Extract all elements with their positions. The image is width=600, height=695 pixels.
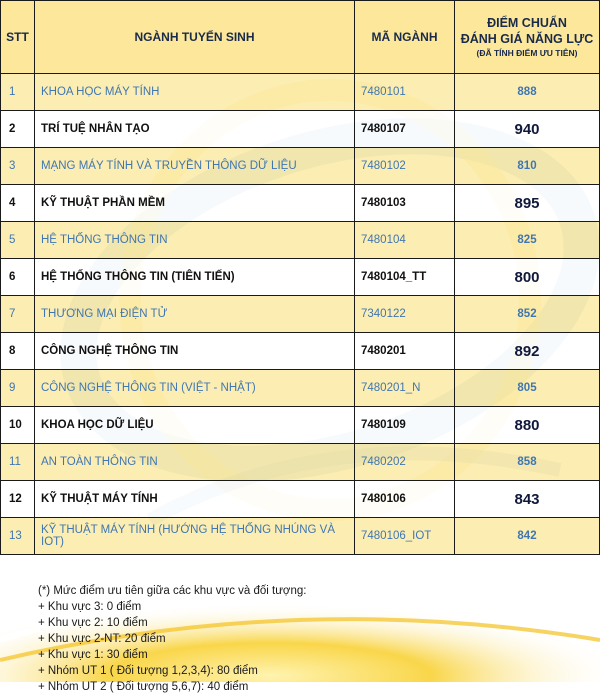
row-program-code: 7480107	[355, 111, 455, 148]
table-row	[1, 518, 600, 555]
row-score: 858	[455, 444, 600, 481]
row-stt: 5	[1, 222, 35, 259]
row-program-name: KHOA HỌC MÁY TÍNH	[35, 74, 355, 111]
row-score: 880	[455, 407, 600, 444]
row-program-name: THƯƠNG MẠI ĐIỆN TỬ	[35, 296, 355, 333]
row-program-name: KHOA HỌC DỮ LIỆU	[35, 407, 355, 444]
row-score: 810	[455, 148, 600, 185]
row-stt: 11	[1, 444, 35, 481]
table-row	[1, 148, 600, 185]
row-program-name: HỆ THỐNG THÔNG TIN	[35, 222, 355, 259]
row-score: 805	[455, 370, 600, 407]
table-row	[1, 370, 600, 407]
row-stt: 9	[1, 370, 35, 407]
header-program-code: MÃ NGÀNH	[355, 1, 455, 74]
table-header-row	[1, 1, 600, 74]
table-row	[1, 259, 600, 296]
row-program-name: AN TOÀN THÔNG TIN	[35, 444, 355, 481]
row-program-name: HỆ THỐNG THÔNG TIN (TIÊN TIẾN)	[35, 259, 355, 296]
row-program-name: TRÍ TUỆ NHÂN TẠO	[35, 111, 355, 148]
table-row	[1, 111, 600, 148]
row-stt: 10	[1, 407, 35, 444]
header-program-name: NGÀNH TUYỂN SINH	[35, 1, 355, 74]
row-program-code: 7480202	[355, 444, 455, 481]
row-score: 940	[455, 111, 600, 148]
table-row	[1, 481, 600, 518]
row-program-code: 7480201_N	[355, 370, 455, 407]
row-program-name: KỸ THUẬT MÁY TÍNH (HƯỚNG HỆ THỐNG NHÚNG VÀ IOT)	[35, 518, 355, 555]
table-row	[1, 333, 600, 370]
row-stt: 4	[1, 185, 35, 222]
row-score: 888	[455, 74, 600, 111]
row-program-name: MẠNG MÁY TÍNH VÀ TRUYỀN THÔNG DỮ LIỆU	[35, 148, 355, 185]
table-row	[1, 407, 600, 444]
row-program-code: 7480102	[355, 148, 455, 185]
row-program-code: 7480109	[355, 407, 455, 444]
notes-item: + Nhóm UT 1 ( Đối tượng 1,2,3,4): 80 điểm	[38, 665, 258, 677]
row-program-name: KỸ THUẬT MÁY TÍNH	[35, 481, 355, 518]
row-program-code: 7480106	[355, 481, 455, 518]
row-stt: 3	[1, 148, 35, 185]
row-program-code: 7480101	[355, 74, 455, 111]
notes-item: + Khu vực 3: 0 điểm	[38, 601, 142, 613]
row-program-code: 7480201	[355, 333, 455, 370]
notes-title: (*) Mức điểm ưu tiên giữa các khu vực và đối tượng:	[38, 585, 307, 597]
row-program-code: 7340122	[355, 296, 455, 333]
row-stt: 12	[1, 481, 35, 518]
row-stt: 7	[1, 296, 35, 333]
header-score	[455, 1, 600, 74]
header-score-note: (ĐÃ TÍNH ĐIỂM ƯU TIÊN)	[476, 48, 578, 58]
row-score: 895	[455, 185, 600, 222]
priority-notes	[38, 583, 306, 695]
row-program-name: CÔNG NGHỆ THÔNG TIN	[35, 333, 355, 370]
notes-item: + Khu vực 1: 30 điểm	[38, 649, 148, 661]
table-row	[1, 444, 600, 481]
row-program-code: 7480104_TT	[355, 259, 455, 296]
row-score: 825	[455, 222, 600, 259]
notes-item: + Nhóm UT 2 ( Đối tượng 5,6,7): 40 điểm	[38, 681, 249, 693]
row-stt: 13	[1, 518, 35, 555]
table-row	[1, 296, 600, 333]
row-program-code: 7480106_IOT	[355, 518, 455, 555]
row-program-code: 7480103	[355, 185, 455, 222]
row-score: 843	[455, 481, 600, 518]
row-stt: 2	[1, 111, 35, 148]
row-stt: 8	[1, 333, 35, 370]
row-program-name: KỸ THUẬT PHẦN MỀM	[35, 185, 355, 222]
table-row	[1, 74, 600, 111]
notes-item: + Khu vực 2: 10 điểm	[38, 617, 148, 629]
header-score-line1: ĐIỂM CHUẨN	[487, 16, 567, 30]
header-score-line2: ĐÁNH GIÁ NĂNG LỰC	[460, 32, 594, 46]
row-score: 852	[455, 296, 600, 333]
table-row	[1, 185, 600, 222]
row-stt: 1	[1, 74, 35, 111]
table-row	[1, 222, 600, 259]
notes-item: + Khu vực 2-NT: 20 điểm	[38, 633, 166, 645]
row-score: 800	[455, 259, 600, 296]
row-score: 842	[455, 518, 600, 555]
row-stt: 6	[1, 259, 35, 296]
row-program-name: CÔNG NGHỆ THÔNG TIN (VIỆT - NHẬT)	[35, 370, 355, 407]
row-program-code: 7480104	[355, 222, 455, 259]
header-stt: STT	[1, 1, 35, 74]
row-score: 892	[455, 333, 600, 370]
